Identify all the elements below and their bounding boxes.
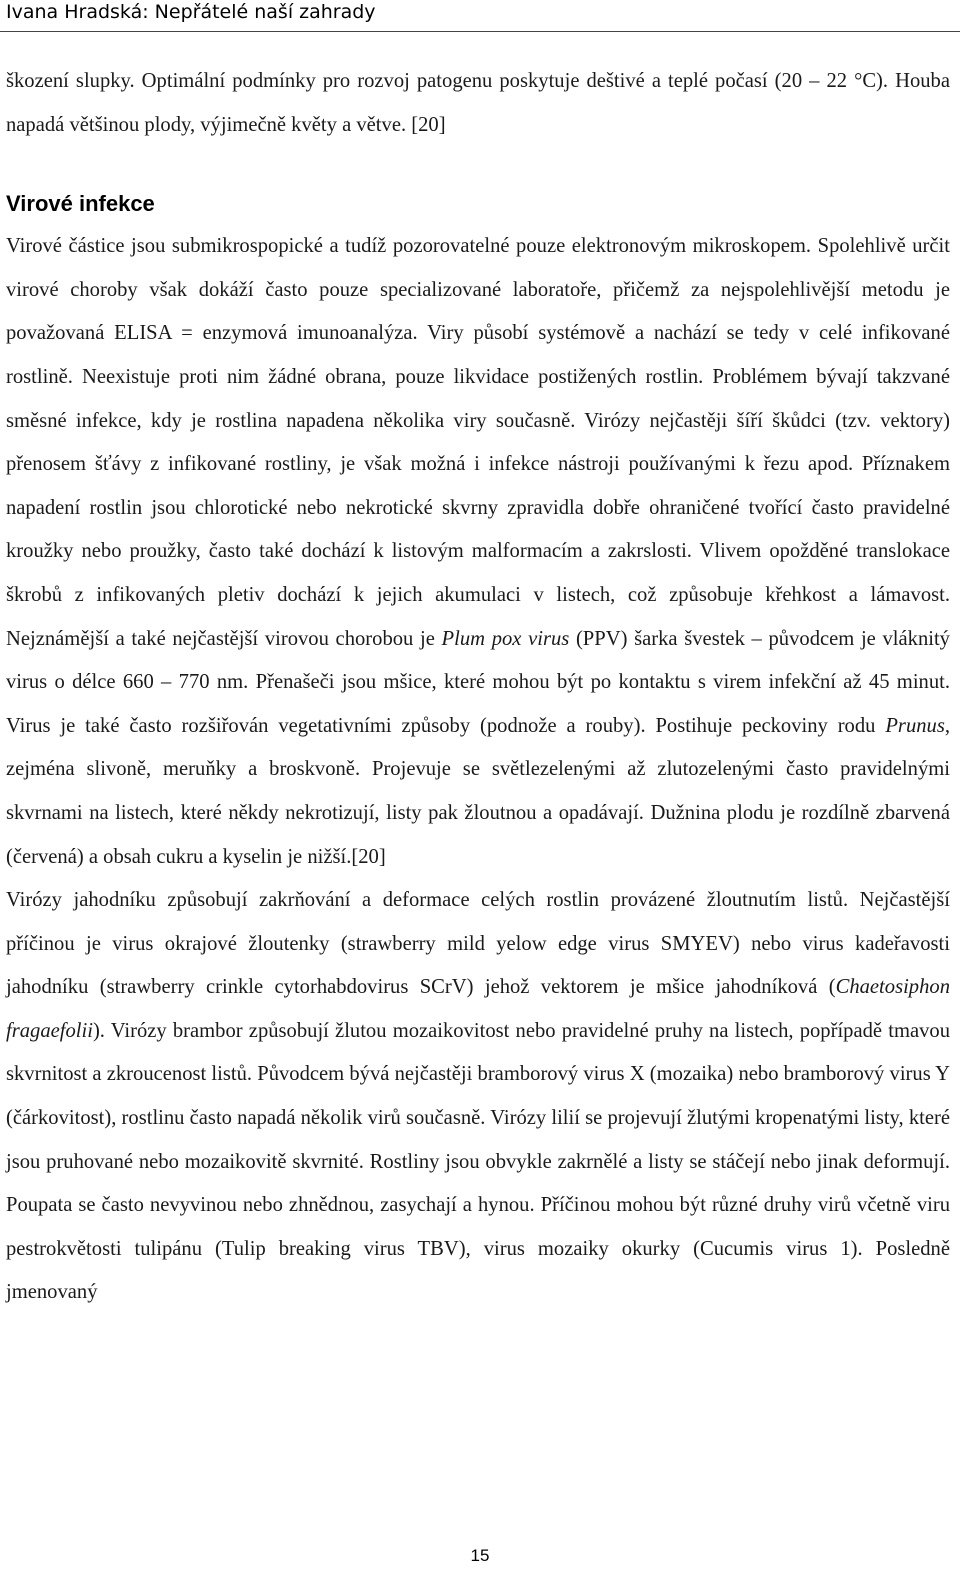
header-rule [0,31,960,32]
text-span: , zejména slivoně, meruňky a broskvoně. Projevuje se světlezelenými až zlutozelenými často pravidelnými skvrnami na listech, které někdy nekrotizují, listy pak žloutnou a opadávají. Dužnina plodu je rozdílně zbarvená (červená) a obsah cukru a kyselin je nižší.[20] [6,714,950,868]
genus-name: Prunus [885,714,945,737]
species-name: Chaetosiphon fragaefolii [6,976,950,1042]
continuation-paragraph: škození slupky. Optimální podmínky pro rozvoj patogenu poskytuje deštivé a teplé počasí (20 – 22 °C). Houba napadá většinou plody, výjimečně květy a větve. [20] [6,70,950,136]
species-name: Plum pox virus [441,627,570,650]
paragraph-virozy [6,879,950,1315]
text-span: (PPV) šarka švestek – původcem je vláknitý virus o délce 660 – 770 nm. Přenašeči jsou mšice, které mohou být po kontaktu s virem infekční až 45 minut. Virus je také často rozšiřován vegetativními způsoby (podnože a rouby). Postihuje peckoviny rodu [6,627,950,737]
text-span: ). Virózy brambor způsobují žlutou mozaikovitost nebo pravidelné pruhy na listech, popřípadě tmavou skvrnitost a zkroucenost listů. Původcem bývá nejčastěji bramborový virus X (mozaika) nebo bramborový virus Y (čárkovitost), rostlinu často napadá několik virů současně. Virózy lilií se projevují žlutými kropenatými listy, které jsou pruhované nebo mozaikovitě skvrnité. Rostliny jsou obvykle zakrnělé a listy se stáčejí nebo jinak deformují. Poupata se často nevyvinou nebo zhnědnou, zasychají a hynou. Příčinou mohou být různé druhy virů včetně viru pestrokvětosti tulipánu (Tulip breaking virus TBV), virus mozaiky okurky (Cucumis virus 1). Posledně jmenovaný [6,1019,950,1304]
text-span: Virózy jahodníku způsobují zakrňování a deformace celých rostlin provázené žloutnutím listů. Nejčastější příčinou je virus okrajové žloutenky (strawberry mild yelow edge virus SMYEV) nebo virus kadeřavosti jahodníku (strawberry crinkle cytorhabdovirus SCrV) jehož vektorem je mšice jahodníková ( [6,889,950,999]
page-body [6,60,950,1315]
section-heading: Virové infekce [6,191,155,217]
paragraph-viral-infections [6,225,950,879]
running-header-title: Ivana Hradská: Nepřátelé naší zahrady [6,1,376,23]
text-span: Virové částice jsou submikrospopické a tudíž pozorovatelné pouze elektronovým mikroskopem. Spolehlivě určit virové choroby však dokáží často pouze specializované laboratoře, přičemž za nejspolehlivější metodu je považovaná ELISA = enzymová imunoanalýza. Viry působí systémově a nachází se tedy v celé infikované rostlině. Neexistuje proti nim žádné obrana, pouze likvidace postižených rostlin. Problémem bývají takzvané směsné infekce, kdy je rostlina napadena několika viry současně. Virózy nejčastěji šíří škůdci (tzv. vektory) přenosem šťávy z infikované rostliny, je však možná i infekce nástroji používanými k řezu apod. Příznakem napadení rostlin jsou chlorotické nebo nekrotické skvrny zpravidla dobře ohraničené tvořící často pravidelné kroužky nebo proužky, často také dochází k listovým malformacím a zakrslosti. Vlivem opožděné translokace škrobů z infikovaných pletiv dochází k jejich akumulaci v listech, což způsobuje křehkost a lámavost. Nejznámější a také nejčastější virovou chorobou je [6,235,950,650]
page-number: 15 [470,1546,490,1565]
